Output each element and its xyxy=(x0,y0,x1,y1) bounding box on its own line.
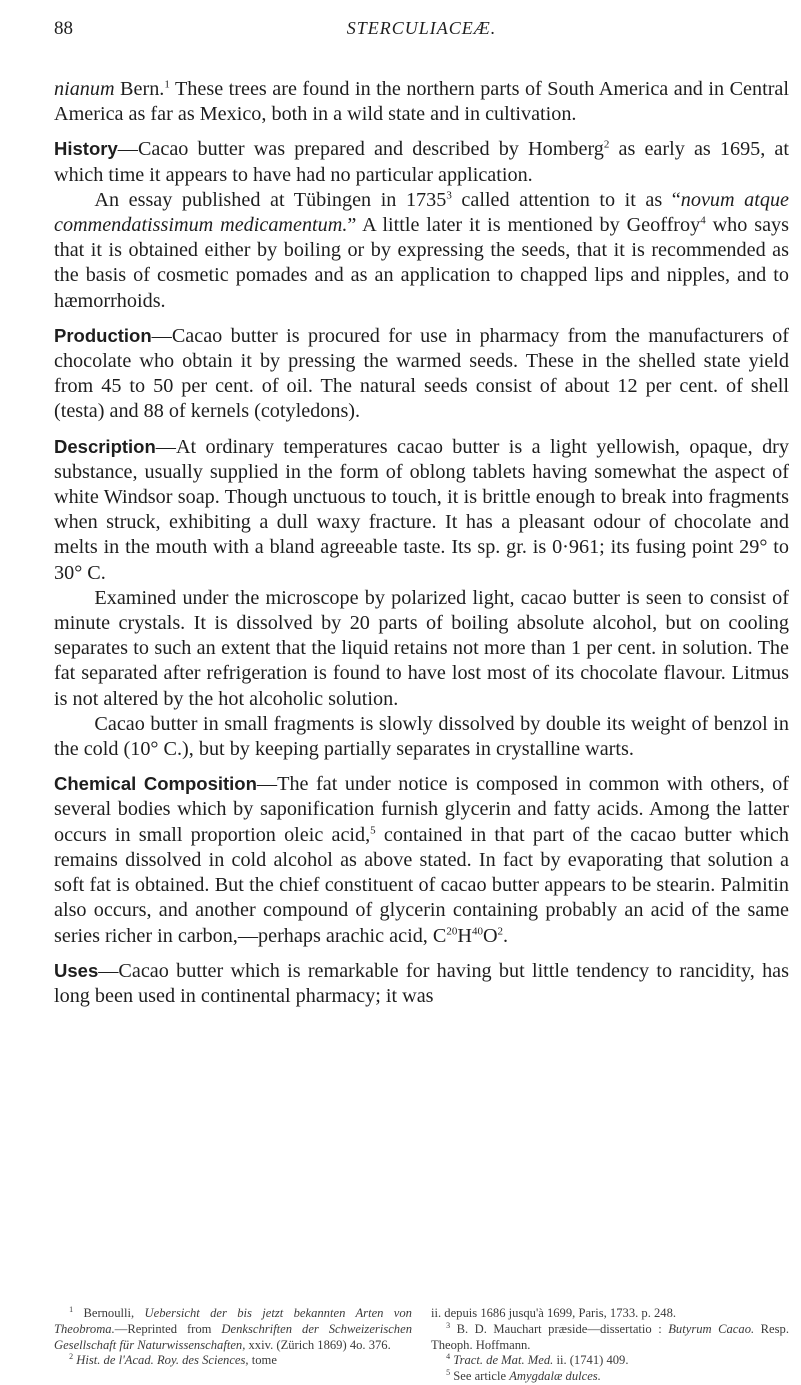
latin-quote: novum atque commendatissimum medicamentum. xyxy=(54,188,790,237)
footnote-ref: 5 xyxy=(370,823,376,836)
paragraph-production: Production—Cacao butter is procured for use in pharmacy from the manufacturers of chocolate who obtain it by pressing the warmed seeds. These in the shelled state yield from 45 to 50 per cent. of oil. The natural seeds consist of about 12 per cent. of shell (testa) and 88 of kernels (cotyledons). xyxy=(54,324,789,423)
formula-sup: 2 xyxy=(497,924,504,937)
page xyxy=(54,0,789,1009)
paragraph-history: History—Cacao butter was prepared and described by Homberg$^2$ as early as 1695, at which time it appears to have had no particular application. xyxy=(54,138,789,186)
footnote-ref: 2 xyxy=(603,138,610,151)
paragraph-opening: nianum Bern.$^1$ These trees are found in the northern parts of South America and in Central America as far as Mexico, both in a wild state and in cultivation. xyxy=(54,78,789,126)
paragraph-chemical-composition: Chemical Composition—The fat under notice is composed in common with others, of several bodies which by saponification furnish glycerin and fatty acids. Among the latter occurs in small proportion oleic acid,$^5$ contained in that part of the cacao butter which remains dissolved in cold alcohol as above stated. In fact by evaporating that solution a soft fat is obtained. But the chief constituent of cacao butter appears to be stearin. Palmitin also occurs, and another compound of glycerin containing probably an acid of the same series richer in carbon,—perhaps arachic acid, $C^{20}H^{40}O^2$. xyxy=(54,773,789,947)
paragraph-description-microscope: Examined under the microscope by polarized light, cacao butter is seen to consist of minute crystals. It is dissolved by 20 parts of boiling absolute alcohol, but on cooling separates to such an extent that the liquid retains not more than 1 per cent. in solution. The fat separated after refrigeration is found to have lost most of its chocolate flavour. Litmus is not altered by the hot alcoholic solution. xyxy=(54,586,789,710)
footnote-3: $^3$ B. D. Mauchart præside—dissertatio : Butyrum Cacao. Resp. Theoph. Hoffmann. xyxy=(431,1320,789,1352)
species-name: nianum xyxy=(54,78,115,100)
footnote-ref: 4 xyxy=(700,214,706,227)
running-head: STERCULIACEÆ. xyxy=(346,18,497,38)
footnote-ref: 3 xyxy=(446,189,452,202)
section-heading-chemical-composition: Chemical Composition xyxy=(54,773,257,795)
paragraph-description: Description—At ordinary temperatures cacao butter is a light yellowish, opaque, dry substance, usually supplied in the form of oblong tablets having somewhat the aspect of white Windsor soap. Though unctuous to touch, it is brittle enough to break into fragments when struck, exhibiting a dull waxy fracture. It has a pleasant odour of chocolate and melts in the mouth with a bland agreeable taste. Its sp. gr. is 0·961; its fusing point 29° to 30° C. xyxy=(54,435,789,584)
section-heading-uses: Uses xyxy=(54,959,99,981)
footnote-2: $^2$ Hist. de l'Acad. Roy. des Sciences, tome xyxy=(69,1352,277,1368)
section-heading-production: Production xyxy=(54,324,152,346)
page-number: 88 xyxy=(54,18,73,39)
footnotes xyxy=(54,1306,789,1385)
formula-sup: 20 xyxy=(446,924,458,937)
section-heading-description: Description xyxy=(54,435,156,457)
formula-sup: 40 xyxy=(471,924,483,937)
footnote-ref: 1 xyxy=(164,78,170,91)
page-header xyxy=(54,0,789,60)
footnote-5: $^5$ See article Amygdalæ dulces. xyxy=(446,1368,601,1384)
paragraph-description-benzol: Cacao butter in small fragments is slowly dissolved by double its weight of benzol in the cold (10° C.), but by keeping partially separates in crystalline warts. xyxy=(54,712,789,761)
paragraph-uses: Uses—Cacao butter which is remarkable for having but little tendency to rancidity, has long been used in continental pharmacy; it was xyxy=(54,959,789,1007)
footnotes-left-column xyxy=(54,1306,412,1385)
footnote-4: $^4$ Tract. de Mat. Med. ii. (1741) 409. xyxy=(446,1352,629,1368)
section-heading-history: History xyxy=(54,138,118,160)
footnote-2-continued: ii. depuis 1686 jusqu'à 1699, Paris, 1733. p. 248. xyxy=(431,1306,677,1320)
footnotes-right-column xyxy=(431,1306,789,1385)
body-text xyxy=(54,77,789,1009)
paragraph-history-essay: An essay published at Tübingen in 1735$^3$ called attention to it as “novum atque commendatissimum medicamentum.” A little later it is mentioned by Geoffroy$^4$ who says that it is obtained either by boiling or by expressing the seeds, that it is recommended as the basis of cosmetic pomades and as an application to chapped lips and nipples, and to hæmorrhoids. xyxy=(54,188,790,312)
footnote-1: $^1$ Bernoulli, Uebersicht der bis jetzt bekannten Arten von Theobroma.—Reprinted from Denkschriften der Schweizerischen Gesellschaft für Naturwissenschaften, xxiv. (Zürich 1869) 4o. 376. xyxy=(54,1304,412,1352)
